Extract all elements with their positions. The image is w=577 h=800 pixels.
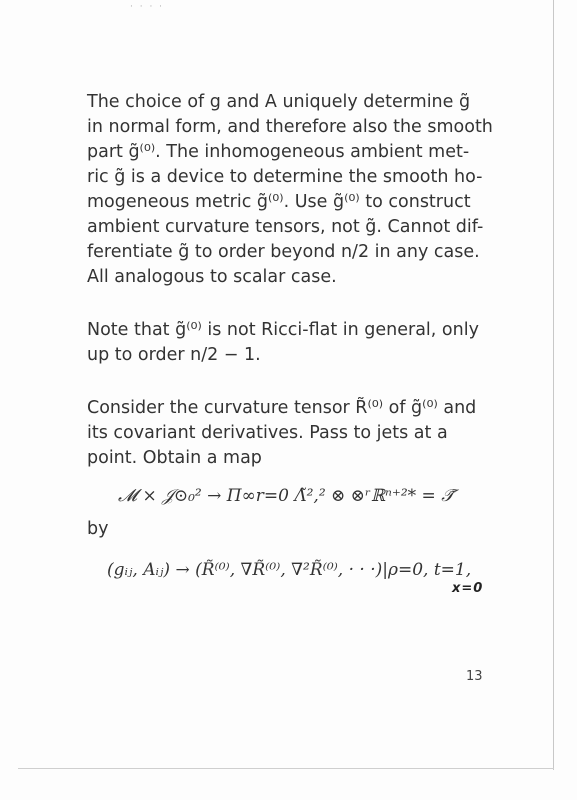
text-line: its covariant derivatives. Pass to jets at a [87, 423, 448, 443]
text-line: ambient curvature tensors, not g̃. Cannot dif- [87, 217, 484, 237]
text-line: The choice of g and A uniquely determine g̃ [87, 92, 471, 112]
handwritten-note: x=0 [452, 581, 484, 596]
text-line: up to order n/2 − 1. [87, 345, 261, 365]
text-line: point. Obtain a map [87, 448, 262, 468]
page-edge-right [553, 0, 554, 770]
text-line: ferentiate g̃ to order beyond n/2 in any case. [87, 242, 480, 262]
text-line: All analogous to scalar case. [87, 267, 337, 287]
page-number: 13 [466, 669, 483, 684]
text-line: Consider the curvature tensor R̃⁽⁰⁾ of g̃⁽⁰⁾ and [87, 398, 477, 418]
formula-jets: (gᵢⱼ, Aᵢⱼ) → (R̃⁽⁰⁾, ∇R̃⁽⁰⁾, ∇²R̃⁽⁰⁾, · · ·)|ρ=0, t=1, [107, 560, 472, 580]
page-edge-bottom [18, 768, 554, 769]
text-line: mogeneous metric g̃⁽⁰⁾. Use g̃⁽⁰⁾ to construct [87, 192, 471, 212]
paragraph-2 [87, 318, 517, 368]
text-line: part g̃⁽⁰⁾. The inhomogeneous ambient met- [87, 142, 470, 162]
text-line: ric g̃ is a device to determine the smooth ho- [87, 167, 483, 187]
top-dots: · · · · [130, 2, 165, 12]
paragraph-1 [87, 90, 517, 290]
formula-map: 𝓜 × 𝒥⊙₀² → Π∞r=0 Λ̃²,² ⊗ ⊗ʳℝⁿ⁺²* = 𝒯̃ [118, 486, 455, 506]
paragraph-3 [87, 396, 517, 471]
text-line: in normal form, and therefore also the smooth [87, 117, 493, 137]
text-line: Note that g̃⁽⁰⁾ is not Ricci-flat in general, only [87, 320, 479, 340]
by-label: by [87, 519, 109, 539]
